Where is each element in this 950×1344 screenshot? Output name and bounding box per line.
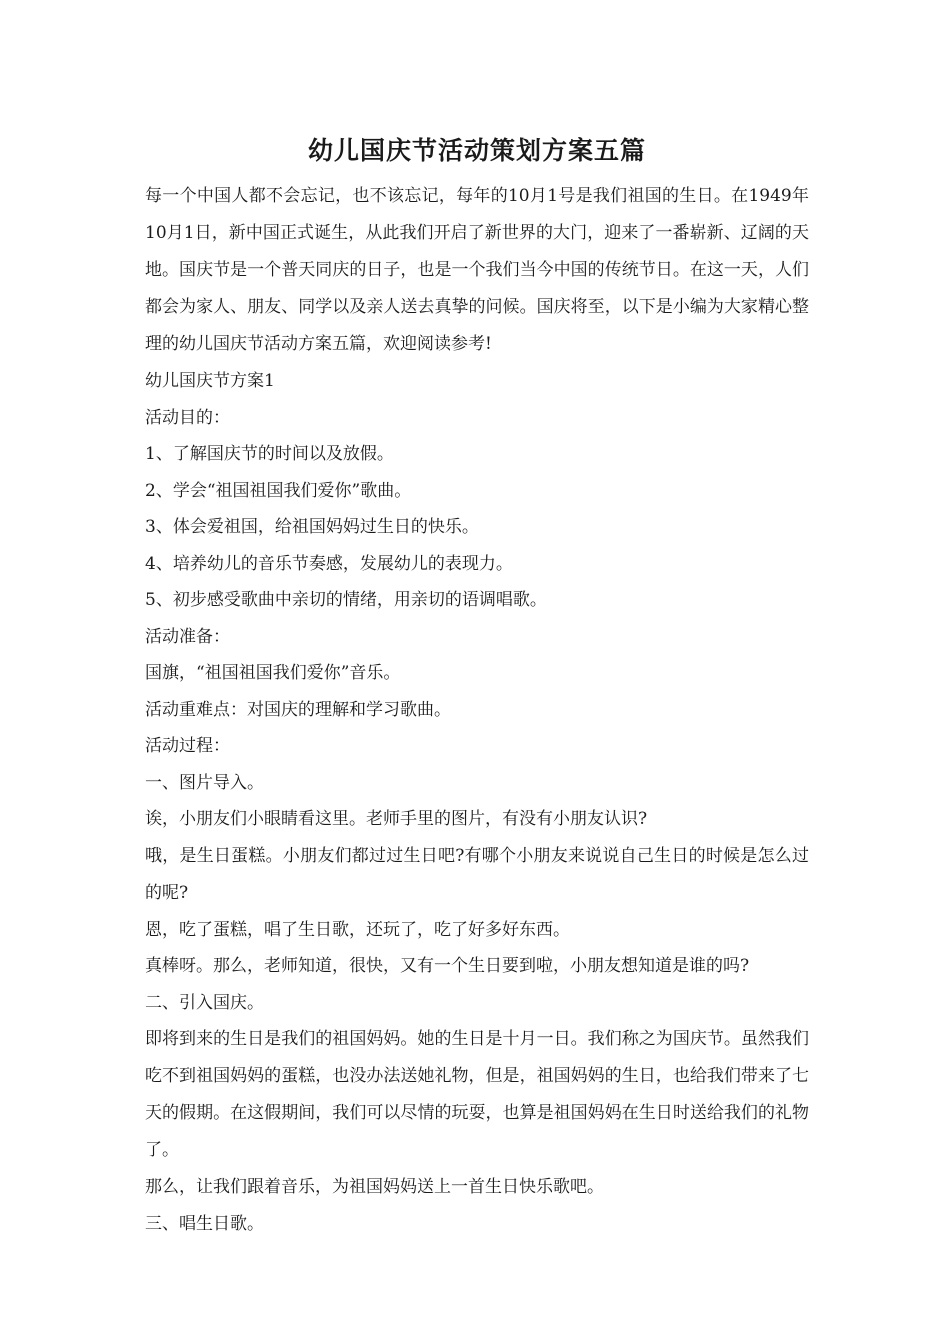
subheading: 活动准备： (145, 626, 230, 647)
text-paragraph: 哦，是生日蛋糕。小朋友们都过过生日吧?有哪个小朋友来说说自己生日的时候是怎么过的呢? (145, 845, 809, 903)
list-item: 3、体会爱祖国，给祖国妈妈过生日的快乐。 (145, 517, 479, 537)
step-heading: 一、图片导入。 (145, 772, 264, 793)
text-line: 诶，小朋友们小眼睛看这里。老师手里的图片，有没有小朋友认识? (145, 809, 648, 829)
list-item: 4、培养幼儿的音乐节奏感，发展幼儿的表现力。 (145, 553, 513, 574)
subheading: 活动目的： (145, 407, 230, 428)
step-heading: 二、引入国庆。 (145, 992, 264, 1013)
list-item: 5、初步感受歌曲中亲切的情绪，用亲切的语调唱歌。 (145, 590, 547, 610)
intro-paragraph: 每一个中国人都不会忘记，也不该忘记，每年的10月1号是我们祖国的生日。在1949年10月1日，新中国正式诞生，从此我们开启了新世界的大门，迎来了一番崭新、辽阔的天地。国庆节是一个普天同庆的日子，也是一个我们当今中国的传统节日。在这一天，人们都会为家人、朋友、同学以及亲人送去真挚的问候。国庆将至，以下是小编为大家精心整理的幼儿国庆节活动方案五篇，欢迎阅读参考! (145, 186, 809, 354)
text-line: 那么，让我们跟着音乐，为祖国妈妈送上一首生日快乐歌吧。 (145, 1177, 604, 1197)
step-heading: 三、唱生日歌。 (145, 1213, 264, 1234)
section-heading: 幼儿国庆节方案1 (145, 371, 275, 391)
text-line: 恩，吃了蛋糕，唱了生日歌，还玩了，吃了好多好东西。 (145, 919, 570, 940)
document-page (145, 126, 809, 1242)
list-item: 1、了解国庆节的时间以及放假。 (145, 444, 394, 464)
list-item: 2、学会“祖国祖国我们爱你”歌曲。 (145, 480, 412, 501)
document-title: 幼儿国庆节活动策划方案五篇 (307, 136, 646, 165)
text-paragraph: 即将到来的生日是我们的祖国妈妈。她的生日是十月一日。我们称之为国庆节。虽然我们吃不到祖国妈妈的蛋糕，也没办法送她礼物，但是，祖国妈妈的生日，也给我们带来了七天的假期。在这假期间，我们可以尽情的玩耍，也算是祖国妈妈在生日时送给我们的礼物了。 (145, 1029, 809, 1160)
text-line: 国旗，“祖国祖国我们爱你”音乐。 (145, 663, 401, 683)
text-line: 真棒呀。那么，老师知道，很快，又有一个生日要到啦，小朋友想知道是谁的吗? (145, 956, 750, 976)
text-line: 活动重难点：对国庆的理解和学习歌曲。 (145, 699, 451, 720)
body-lines (145, 363, 809, 1242)
subheading: 活动过程： (145, 736, 230, 756)
